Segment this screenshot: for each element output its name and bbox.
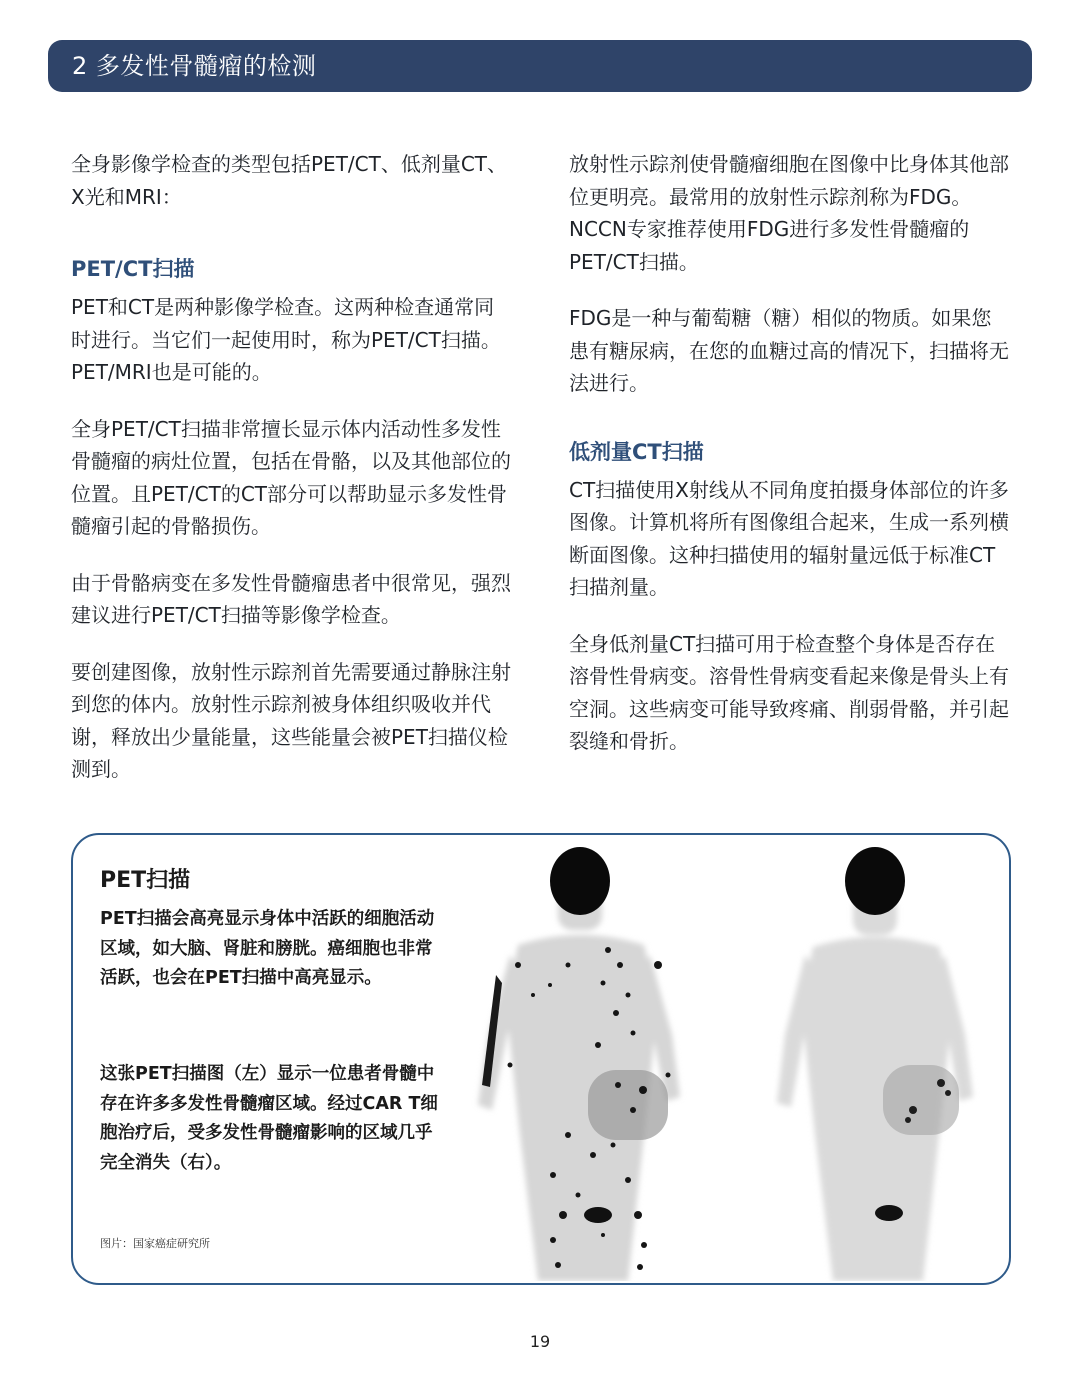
- callout-paragraph-2: 这张PET扫描图（左）显示一位患者骨髓中存在许多多发性骨髓瘤区域。经过CAR T细胞治疗后，受多发性骨髓瘤影响的区域几乎完全消失（右）。: [100, 1064, 438, 1173]
- left-column: [71, 148, 511, 810]
- tracer-paragraph: 放射性示踪剂使骨髓瘤细胞在图像中比身体其他部位更明亮。最常用的放射性示踪剂称为FDG。NCCN专家推荐使用FDG进行多发性骨髓瘤的PET/CT扫描。: [569, 152, 1009, 274]
- image-credit: 图片：国家癌症研究所: [100, 1237, 210, 1250]
- right-column: [569, 148, 1009, 782]
- callout-title: PET扫描: [100, 868, 191, 893]
- pet-scan-callout-box: [71, 833, 1011, 1285]
- low-dose-ct-paragraph-1: CT扫描使用X射线从不同角度拍摄身体部位的许多图像。计算机将所有图像组合起来，生成一系列横断面图像。这种扫描使用的辐射量远低于标准CT扫描剂量。: [569, 477, 1009, 599]
- low-dose-ct-paragraph-2: 全身低剂量CT扫描可用于检查整个身体是否存在溶骨性骨病变。溶骨性骨病变看起来像是骨头上有空洞。这些病变可能导致疼痛、削弱骨骼，并引起裂缝和骨折。: [569, 631, 1009, 753]
- section-title: 2 多发性骨髓瘤的检测: [72, 52, 317, 80]
- pet-ct-heading: PET/CT扫描: [71, 257, 195, 281]
- pet-ct-paragraph-3: 由于骨骼病变在多发性骨髓瘤患者中很常见，强烈建议进行PET/CT扫描等影像学检查。: [71, 570, 511, 627]
- page-number: 19: [529, 1332, 551, 1351]
- low-dose-ct-heading: 低剂量CT扫描: [569, 439, 704, 464]
- intro-paragraph: 全身影像学检查的类型包括PET/CT、低剂量CT、X光和MRI：: [71, 152, 508, 209]
- fdg-paragraph: FDG是一种与葡萄糖（糖）相似的物质。如果您患有糖尿病，在您的血糖过高的情况下，扫描将无法进行。: [569, 306, 1009, 395]
- pet-scan-before-image: [458, 835, 708, 1281]
- pet-scan-after-image: [773, 835, 1011, 1281]
- pet-ct-paragraph-2: 全身PET/CT扫描非常擅长显示体内活动性多发性骨髓瘤的病灶位置，包括在骨骼，以及其他部位的位置。且PET/CT的CT部分可以帮助显示多发性骨髓瘤引起的骨骼损伤。: [71, 416, 511, 538]
- pet-ct-paragraph-1: PET和CT是两种影像学检查。这两种检查通常同时进行。当它们一起使用时，称为PET/CT扫描。PET/MRI也是可能的。: [71, 295, 501, 384]
- section-header-bar: [48, 40, 1032, 92]
- pet-ct-paragraph-4: 要创建图像，放射性示踪剂首先需要通过静脉注射到您的体内。放射性示踪剂被身体组织吸收并代谢，释放出少量能量，这些能量会被PET扫描仪检测到。: [71, 659, 511, 781]
- callout-paragraph-1: PET扫描会高亮显示身体中活跃的细胞活动区域，如大脑、肾脏和膀胱。癌细胞也非常活跃，也会在PET扫描中高亮显示。: [100, 909, 435, 988]
